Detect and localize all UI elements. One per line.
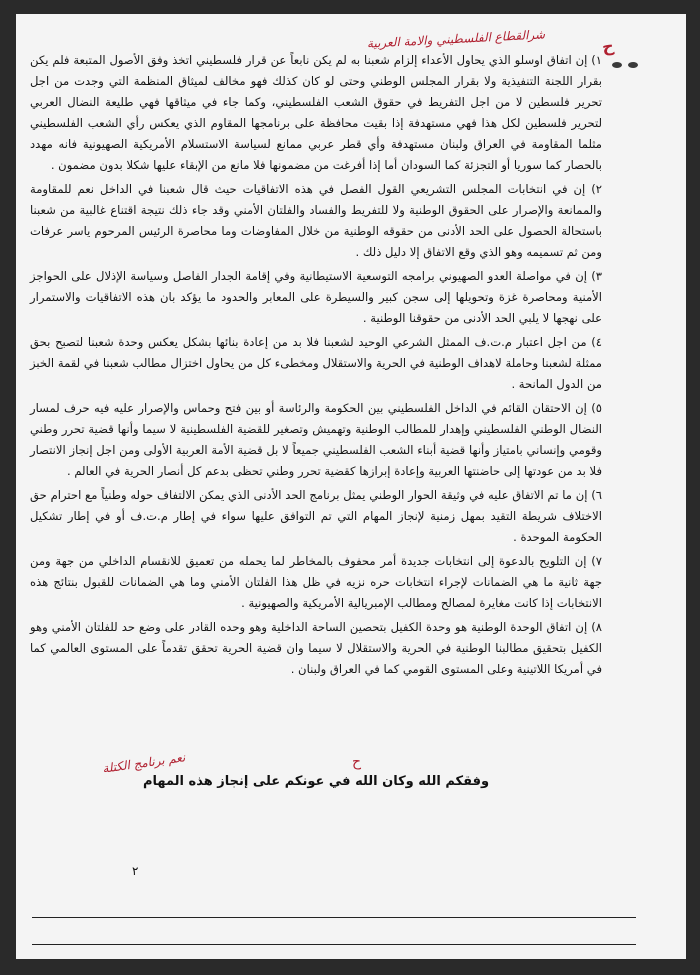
punch-hole [612, 62, 622, 68]
item-text: ٨) إن اتفاق الوحدة الوطنية هو وحدة الكفيل بتحصين الساحة الداخلية وهو وحده القادر على وضع حد للفلتان الأمني وهو الكفيل بتحقيق مطالبنا الوطنية في الحرية والاستقلال لا سيما وان قضية الحرية تحقق تقدماً على المستوى العالمي كما في أمريكا اللاتينية وعلى المستوى القومي كما في العراق ولبنان . [30, 620, 602, 676]
document-page [16, 14, 686, 959]
closing-line: وفقكم الله وكان الله في عونكم على إنجاز هذه المهام [142, 774, 490, 789]
item-text: ٥) إن الاحتقان القائم في الداخل الفلسطيني بين الحكومة والرئاسة أو بين فتح وحماس والإصرار عليه فيه حرف لمسار النضال الوطني الفلسطيني وإهدار للمطالب الوطنية وتهميش وتصغير للقضية الفلسطينية لا سيما وأنها قضية تحرر وطني وقومي وإنساني بامتياز وأنها قضية أبناء الشعب الفلسطيني جميعاً لا بل قضية الأمة العربية الأولى ومن اجل إنجاز الانتصار فلا بد من عودتها إلى حاضنتها العربية وإعادة إبرازها كقضية تحرر وطني تحظى بدعم كل أنصار الحرية في العالم . [30, 401, 602, 478]
item-text: ١) إن اتفاق اوسلو الذي يحاول الأعداء إلزام شعبنا به لم يكن نابعاً عن قرار فلسطيني اتخذ وفق الأصول المتبعة فلم يكن بقرار اللجنة التنفيذية ولا بقرار المجلس الوطني وحتى لو كان كذلك فهو مخالف لميثاق المنظمة التي وجدت من اجل تحرير فلسطين لا من اجل التفريط في حقوق الشعب الفلسطيني، وكما جاء في ميثاقها فهي طليعة النضال العربي لتحرير فلسطين لكل هذا فهي مستهدفة إذا بقيت محافظة على برنامجها المقاوم الذي يعكس رأي الشعب الفلسطيني مثلما المقاومة في العراق ولبنان مستهدفة وأي قطر عربي ممانع لسياسة الاستسلام الأمريكية الصهيونية فانه مهدد بالحصار كما سوريا أو التجزئة كما السودان أما إذا أفرغت من مضمونها فلا مانع من الإبقاء عليها شكلا بدون مضمون . [30, 53, 602, 172]
item-text: ٢) إن في انتخابات المجلس التشريعي القول الفصل في هذه الاتفاقيات حيث قال شعبنا في الداخل نعم للمقاومة والممانعة والإصرار على الحقوق الوطنية ولا للتفريط والفساد والفلتان الأمني وقد جاء ذلك نتيجة اقتناع غالبية من شعبنا باستحالة الحصول على الحد الأدنى من حقوقه الوطنية من خلال المفاوضات وما محاصرة الرئيس المرحوم ياسر عرفات ومن ثم تسميمه وهو الذي وقع الاتفاق إلا دليل ذلك . [30, 182, 602, 259]
list-item [30, 179, 602, 263]
handwritten-corner-mark: ح [600, 36, 615, 57]
list-item [30, 398, 602, 482]
handwritten-mark: ح [352, 754, 362, 770]
list-item [30, 332, 602, 395]
page-number: ٢ [132, 864, 139, 878]
list-item [30, 485, 602, 548]
divider-line [32, 944, 636, 945]
item-text: ٣) إن في مواصلة العدو الصهيوني برامجه التوسعية الاستيطانية وفي إقامة الجدار الفاصل وسياسة الإذلال على الحواجز الأمنية ومحاصرة غزة وتحويلها إلى سجن كبير والسيطرة على المعابر والحدود ما يؤكد بان هذه الاتفاقيات والاستمرار على نهجها لا يلبي الحد الأدنى من حقوقنا الوطنية . [30, 269, 602, 325]
document-body [30, 50, 602, 683]
item-text: ٦) إن ما تم الاتفاق عليه في وثيقة الحوار الوطني يمثل برنامج الحد الأدنى الذي يمكن الالتفاف حوله وطنياً مع احترام حق الاختلاف شريطة التقيد بمهل زمنية لإنجاز المهام التي تم التوافق عليها سواء في إطار م.ت.ف أو في إطار تشكيل الحكومة الموحدة . [30, 488, 602, 544]
list-item [30, 50, 602, 176]
punch-hole [628, 62, 638, 68]
list-item [30, 551, 602, 614]
item-text: ٧) إن التلويح بالدعوة إلى انتخابات جديدة أمر محفوف بالمخاطر لما يحمله من تعميق للانقسام الداخلي من جهة ومن جهة ثانية ما هي الضمانات لإجراء انتخابات حره نزيه في ظل هذا الفلتان الأمني وما هي الضمانات للقبول بنتائج هذه الانتخابات إذا كانت مغايرة لمصالح ومطالب الإمبريالية الأمريكية والصهيونية . [30, 554, 602, 610]
list-item [30, 266, 602, 329]
item-text: ٤) من اجل اعتبار م.ت.ف الممثل الشرعي الوحيد لشعبنا فلا بد من إعادة بنائها بشكل يعكس وحدة شعبنا لتصبح بحق ممثلة لشعبنا وحاملة لاهداف الوطنية في الحرية والاستقلال ومخطىء كل من يحاول اختزال مطالب شعبنا في لقمة الخبز من الدول المانحة . [30, 335, 602, 391]
handwritten-side-note: نعم برنامج الكتلة [101, 750, 187, 776]
handwritten-top-note: شرالقطاع الفلسطيني والامة العربية [366, 27, 546, 51]
list-item [30, 617, 602, 680]
divider-line [32, 917, 636, 918]
